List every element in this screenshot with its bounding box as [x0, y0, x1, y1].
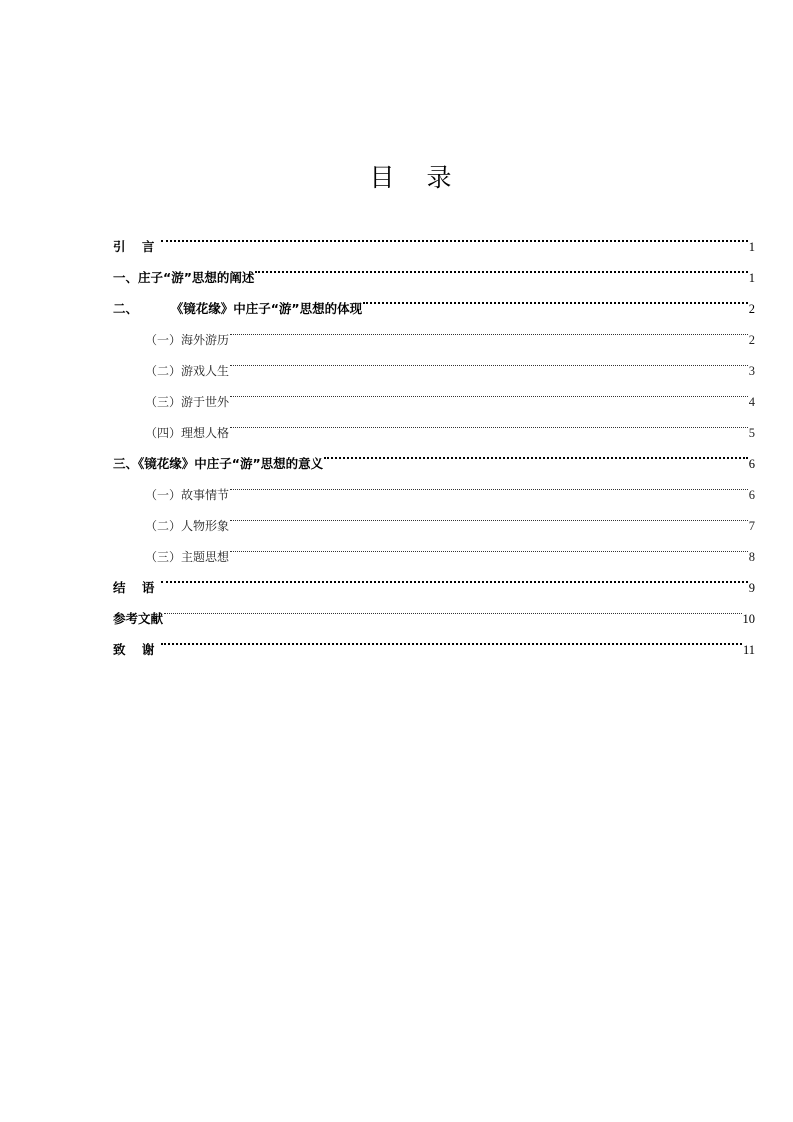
toc-entry-page-number: 6 — [748, 457, 755, 471]
toc-entry-page-number: 5 — [748, 426, 755, 440]
toc-entry-label: （一）故事情节 — [145, 488, 230, 502]
toc-leader-dots — [230, 344, 748, 375]
toc-entry-label: （三）主题思想 — [145, 550, 230, 564]
toc-entry-label: 结 语 — [113, 580, 161, 595]
toc-entry-label: 引 言 — [113, 239, 161, 254]
toc-leader-dots — [164, 592, 741, 623]
toc-leader-dots — [363, 282, 748, 313]
toc-entry-page-number: 9 — [748, 581, 755, 595]
toc-leader-dots — [230, 530, 748, 561]
toc-leader-dots — [230, 499, 748, 530]
toc-entry-page-number: 6 — [748, 488, 755, 502]
toc-entry-page-number: 7 — [748, 519, 755, 533]
toc-entry-label: 致 谢 — [113, 642, 161, 657]
toc-entry-page-number: 2 — [748, 333, 755, 347]
toc-leader-dots — [230, 468, 748, 499]
toc-entry-introduction[interactable] — [113, 220, 755, 254]
toc-entry-label: 三、《镜花缘》中庄子“游”思想的意义 — [113, 456, 324, 471]
toc-entry-page-number: 10 — [742, 612, 755, 626]
toc-entry-page-number: 4 — [748, 395, 755, 409]
toc-leader-dots — [255, 251, 747, 282]
toc-entry-conclusion[interactable] — [113, 561, 755, 595]
toc-entry-label: 参考文献 — [113, 611, 164, 626]
toc-entry-label: （三）游于世外 — [145, 395, 230, 409]
toc-leader-dots — [161, 623, 742, 654]
toc-title: 目 录 — [369, 163, 464, 192]
toc-leader-dots — [161, 561, 747, 592]
toc-entry-chapter-1[interactable] — [113, 251, 755, 285]
toc-entry-acknowledgements[interactable] — [113, 623, 755, 657]
toc-entry-page-number: 11 — [742, 643, 755, 657]
toc-leader-dots — [161, 220, 747, 251]
toc-entry-page-number: 2 — [748, 302, 755, 316]
toc-entry-label: 一、庄子“游”思想的阐述 — [113, 270, 255, 285]
table-of-contents — [113, 220, 755, 657]
toc-entry-label: 二、 《镜花缘》中庄子“游”思想的体现 — [113, 301, 363, 316]
toc-entry-page-number: 3 — [748, 364, 755, 378]
toc-entry-label: （二）人物形象 — [145, 519, 230, 533]
toc-leader-dots — [230, 313, 748, 344]
toc-entry-label: （四）理想人格 — [145, 426, 230, 440]
toc-leader-dots — [230, 375, 748, 406]
toc-leader-dots — [230, 406, 748, 437]
toc-entry-page-number: 1 — [748, 240, 755, 254]
toc-leader-dots — [324, 437, 748, 468]
toc-entry-label: （二）游戏人生 — [145, 364, 230, 378]
toc-entry-page-number: 8 — [748, 550, 755, 564]
toc-entry-references[interactable] — [113, 592, 755, 626]
toc-entry-label: （一）海外游历 — [145, 333, 230, 347]
toc-entry-page-number: 1 — [748, 271, 755, 285]
